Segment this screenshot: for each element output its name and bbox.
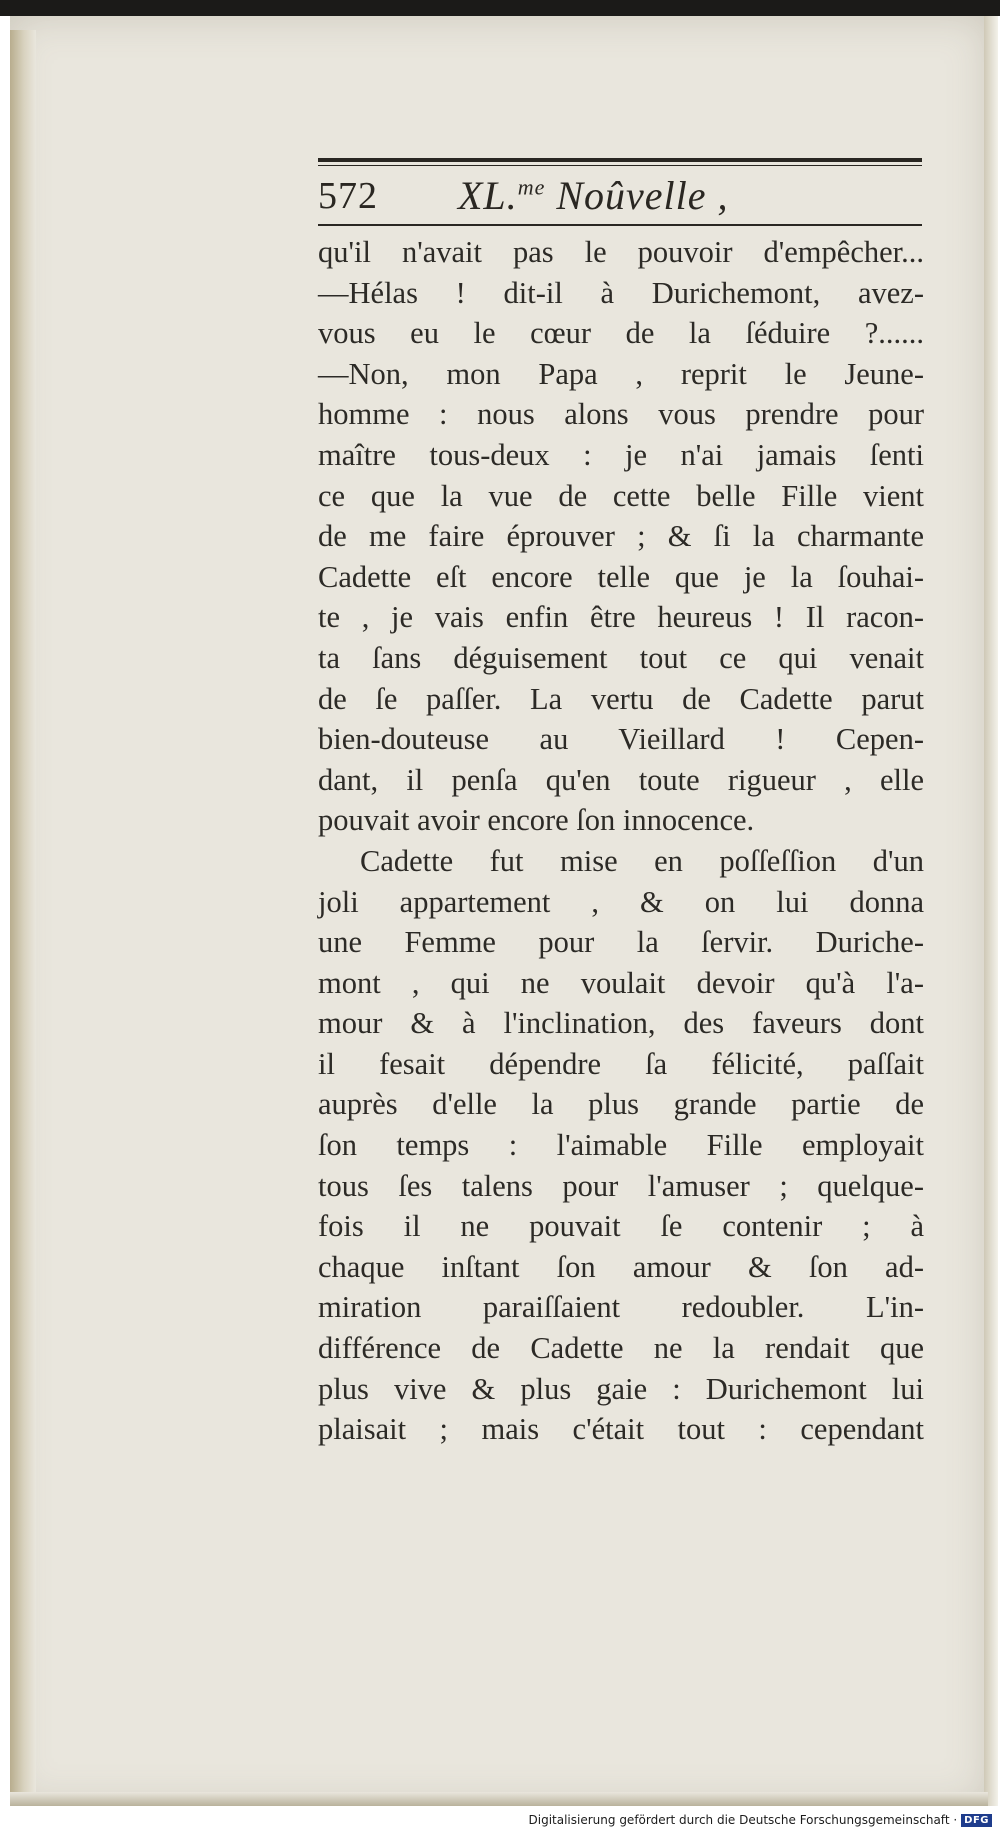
text-line: joli appartement , & on lui donna bbox=[318, 884, 924, 919]
text-line: te , je vais enfin être heureus ! Il racon- bbox=[318, 600, 924, 635]
head-underline-rule bbox=[318, 224, 922, 226]
text-line: Cadette eſt encore telle que je la ſouhai- bbox=[318, 559, 924, 594]
text-line: fois il ne pouvait ſe contenir ; à bbox=[318, 1209, 924, 1244]
text-line: ta ſans déguisement tout ce qui venait bbox=[318, 640, 924, 675]
text-line: homme : nous alons vous prendre pour bbox=[318, 397, 924, 432]
text-line: ſon temps : l'aimable Fille employait bbox=[318, 1128, 924, 1163]
title-rest: Noûvelle , bbox=[545, 173, 729, 218]
page-gutter bbox=[10, 30, 36, 1806]
text-line: différence de Cadette ne la rendait que bbox=[318, 1331, 924, 1366]
chapter-title bbox=[458, 172, 729, 219]
text-line: mont , qui ne voulait devoir qu'à l'a- bbox=[318, 965, 924, 1000]
text-line: vous eu le cœur de la ſéduire ?...... bbox=[318, 316, 924, 351]
title-prefix: XL. bbox=[458, 173, 518, 218]
page-bottom-edge bbox=[10, 1792, 988, 1806]
text-line: ce que la vue de cette belle Fille vient bbox=[318, 478, 924, 513]
text-line: de ſe paſſer. La vertu de Cadette parut bbox=[318, 681, 924, 716]
text-line: plus vive & plus gaie : Durichemont lui bbox=[318, 1371, 924, 1406]
text-line: miration paraiſſaient redoubler. L'in- bbox=[318, 1290, 924, 1325]
dfg-logo: DFG bbox=[961, 1814, 992, 1827]
text-line: qu'il n'avait pas le pouvoir d'empêcher... bbox=[318, 235, 924, 269]
text-line: —Non, mon Papa , reprit le Jeune- bbox=[318, 356, 924, 391]
text-line: auprès d'elle la plus grande partie de bbox=[318, 1087, 924, 1122]
text-line: maître tous-deux : je n'ai jamais ſenti bbox=[318, 437, 924, 472]
credit-text: Digitalisierung gefördert durch die Deutsche Forschungsgemeinschaft · bbox=[528, 1813, 958, 1827]
text-line: une Femme pour la ſervir. Duriche- bbox=[318, 925, 924, 960]
page-edge bbox=[984, 16, 998, 1806]
header-rule-thick bbox=[318, 158, 922, 162]
running-head bbox=[318, 170, 922, 224]
page-number: 572 bbox=[318, 175, 378, 217]
text-line: mour & à l'inclination, des faveurs dont bbox=[318, 1006, 924, 1041]
text-line: pouvait avoir encore ſon innocence. bbox=[318, 803, 755, 838]
header-rule-thin bbox=[318, 165, 922, 166]
text-line: il fesait dépendre ſa félicité, paſſait bbox=[318, 1046, 924, 1081]
text-line: plaisait ; mais c'était tout : cependant bbox=[318, 1412, 924, 1447]
scan-top-border bbox=[0, 0, 1000, 16]
text-line: —Hélas ! dit-il à Durichemont, avez- bbox=[318, 275, 924, 310]
text-line: Cadette fut mise en poſſeſſion d'un bbox=[360, 843, 924, 878]
digitization-credit bbox=[529, 1811, 992, 1829]
title-superscript: me bbox=[517, 174, 546, 200]
text-line: bien-douteuse au Vieillard ! Cepen- bbox=[318, 722, 924, 757]
text-line: dant, il penſa qu'en toute rigueur , elle bbox=[318, 762, 924, 797]
text-line: chaque inſtant ſon amour & ſon ad- bbox=[318, 1249, 924, 1284]
text-line: de me faire éprouver ; & ſi la charmante bbox=[318, 519, 924, 554]
body-text bbox=[318, 232, 924, 1450]
text-line: tous ſes talens pour l'amuser ; quelque- bbox=[318, 1168, 924, 1203]
